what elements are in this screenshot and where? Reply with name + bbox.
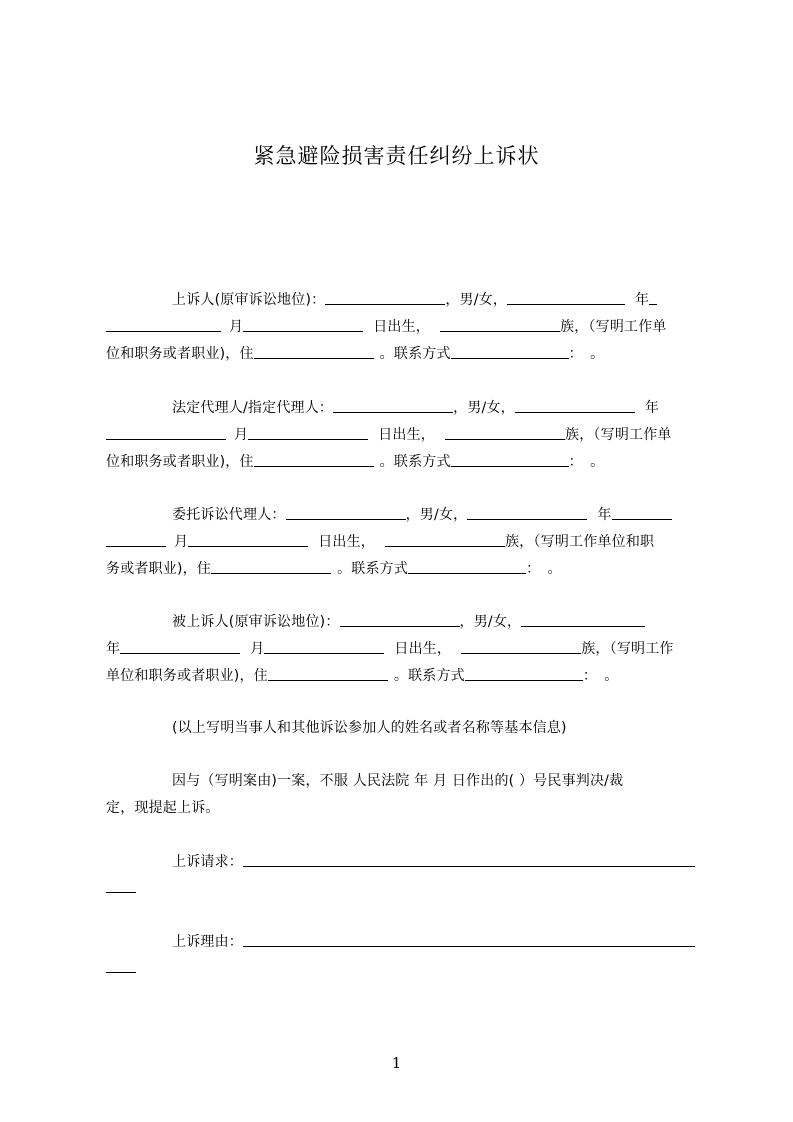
entrusted-agent-month-blank[interactable] xyxy=(106,532,166,547)
legal-agent-work-b: 位和职务或者职业)，住 xyxy=(106,454,254,470)
appellant-line-3 xyxy=(106,344,701,364)
appeal-reason-blank-cont[interactable] xyxy=(106,958,136,973)
entrusted-agent-day-blank[interactable] xyxy=(188,532,308,547)
entrusted-agent-contact-label: 。联系方式 xyxy=(337,561,409,577)
appellant-contact-label: 。联系方式 xyxy=(379,346,451,362)
legal-agent-label: 法定代理人/指定代理人： xyxy=(172,400,334,416)
appellant-work-b: 位和职务或者职业)，住 xyxy=(106,346,254,362)
appellee-line-2 xyxy=(106,639,701,659)
appellant-address-blank[interactable] xyxy=(254,344,374,359)
legal-agent-line-2 xyxy=(106,425,701,445)
appellant-birth-label: 日出生， xyxy=(373,319,431,335)
legal-agent-contact-blank[interactable] xyxy=(451,452,569,467)
appellee-work-b: 单位和职务或者职业)，住 xyxy=(106,668,268,684)
legal-agent-address-blank[interactable] xyxy=(254,452,374,467)
legal-agent-birth-label: 日出生， xyxy=(378,427,436,443)
legal-agent-contact-label: 。联系方式 xyxy=(379,454,451,470)
entrusted-agent-birth-label: 日出生， xyxy=(318,534,376,550)
appellee-birth-blank[interactable] xyxy=(521,612,645,627)
appeal-request-blank[interactable] xyxy=(243,852,695,867)
appellant-work-a: （写明工作单 xyxy=(588,319,667,335)
appeal-request-line-2 xyxy=(106,878,701,898)
appeal-reason-line-1 xyxy=(172,932,701,952)
appeal-reason-blank[interactable] xyxy=(243,932,695,947)
entrusted-agent-contact-blank[interactable] xyxy=(408,559,526,574)
appellant-birth-blank[interactable] xyxy=(507,290,625,305)
appellant-line-2 xyxy=(106,317,701,337)
entrusted-agent-work-b: 务或者职业)，住 xyxy=(106,561,212,577)
appellee-line-3 xyxy=(106,666,701,686)
legal-agent-month-label: 月 xyxy=(234,427,249,443)
entrusted-agent-address-blank[interactable] xyxy=(211,559,331,574)
appeal-request-label: 上诉请求： xyxy=(172,854,243,870)
entrusted-agent-end: ： 。 xyxy=(526,561,562,577)
entrusted-agent-line-2 xyxy=(106,532,701,552)
entrusted-agent-name-blank[interactable] xyxy=(286,505,406,520)
appellant-ethnic-label: 族， xyxy=(560,319,589,335)
appellee-year-label: 年 xyxy=(106,641,121,657)
appellant-end: ： 。 xyxy=(568,346,605,362)
legal-agent-birth-blank[interactable] xyxy=(515,398,635,413)
legal-agent-work-a: （写明工作单 xyxy=(593,427,672,443)
entrusted-agent-line-3 xyxy=(106,559,701,579)
entrusted-agent-birth-blank[interactable] xyxy=(467,505,587,520)
appellant-name-blank[interactable] xyxy=(325,290,445,305)
appellee-name-blank[interactable] xyxy=(340,612,460,627)
appeal-reason-label: 上诉理由： xyxy=(172,934,243,950)
legal-agent-name-blank[interactable] xyxy=(333,398,453,413)
legal-agent-line-3 xyxy=(106,452,701,472)
appellant-year-blank xyxy=(649,290,657,305)
appeal-request-line-1 xyxy=(172,852,701,872)
document-title: 紧急避险损害责任纠纷上诉状 xyxy=(253,144,540,168)
legal-agent-ethnic-blank[interactable] xyxy=(445,425,565,440)
entrusted-agent-year-blank[interactable] xyxy=(612,505,672,520)
appeal-request-blank-cont[interactable] xyxy=(106,878,136,893)
legal-agent-month-blank[interactable] xyxy=(106,425,226,440)
appellee-address-blank[interactable] xyxy=(268,666,388,681)
entrusted-agent-ethnic-blank[interactable] xyxy=(385,532,505,547)
entrusted-agent-year-label: 年 xyxy=(597,507,612,523)
appellee-month-blank[interactable] xyxy=(120,639,240,654)
appellee-contact-blank[interactable] xyxy=(465,666,583,681)
appellee-birth-label: 日出生， xyxy=(394,641,452,657)
legal-agent-sex: ，男/女， xyxy=(453,400,515,416)
appeal-intro-line-1: 因与（写明案由)一案，不服 人民法院 年 月 日作出的( ）号民事判决/裁 xyxy=(172,773,624,789)
appellee-sex: ，男/女， xyxy=(459,614,522,630)
appellee-ethnic-blank[interactable] xyxy=(461,639,581,654)
appellant-line-1 xyxy=(172,290,701,310)
appellee-month-label: 月 xyxy=(250,641,265,657)
parties-note: (以上写明当事人和其他诉讼参加人的姓名或者名称等基本信息) xyxy=(172,720,567,736)
appellee-day-blank[interactable] xyxy=(264,639,384,654)
appellant-day-blank[interactable] xyxy=(243,317,363,332)
entrusted-agent-line-1 xyxy=(172,505,701,525)
appellant-sex: ，男/女， xyxy=(445,292,508,308)
appellee-work-a: （写明工作 xyxy=(609,641,674,657)
appellee-end: ： 。 xyxy=(582,668,619,684)
appellant-year-label: 年 xyxy=(635,292,650,308)
entrusted-agent-ethnic-label: 族， xyxy=(505,534,534,550)
appellee-ethnic-label: 族， xyxy=(581,641,610,657)
entrusted-agent-month-label: 月 xyxy=(174,534,189,550)
entrusted-agent-sex: ，男/女， xyxy=(405,507,468,523)
legal-agent-year-label: 年 xyxy=(644,400,660,416)
legal-agent-end: ： 。 xyxy=(568,454,605,470)
appellant-contact-blank[interactable] xyxy=(451,344,569,359)
appellee-line-1 xyxy=(172,612,701,632)
appellee-label: 被上诉人(原审诉讼地位)： xyxy=(172,614,340,630)
appeal-reason-line-2 xyxy=(106,958,701,978)
appellant-label: 上诉人(原审诉讼地位)： xyxy=(172,292,326,308)
appellant-month-label: 月 xyxy=(229,319,244,335)
legal-agent-line-1 xyxy=(172,398,701,418)
appeal-intro-line-2: 定，现提起上诉。 xyxy=(106,800,220,816)
appellant-ethnic-blank[interactable] xyxy=(440,317,560,332)
appellee-contact-label: 。联系方式 xyxy=(393,668,465,684)
appellant-month-blank[interactable] xyxy=(106,317,221,332)
page-number: 1 xyxy=(391,1054,402,1072)
legal-agent-day-blank[interactable] xyxy=(248,425,368,440)
entrusted-agent-label: 委托诉讼代理人： xyxy=(172,507,286,523)
legal-agent-ethnic-label: 族， xyxy=(565,427,594,443)
entrusted-agent-work-a: （写明工作单位和职 xyxy=(533,534,655,550)
